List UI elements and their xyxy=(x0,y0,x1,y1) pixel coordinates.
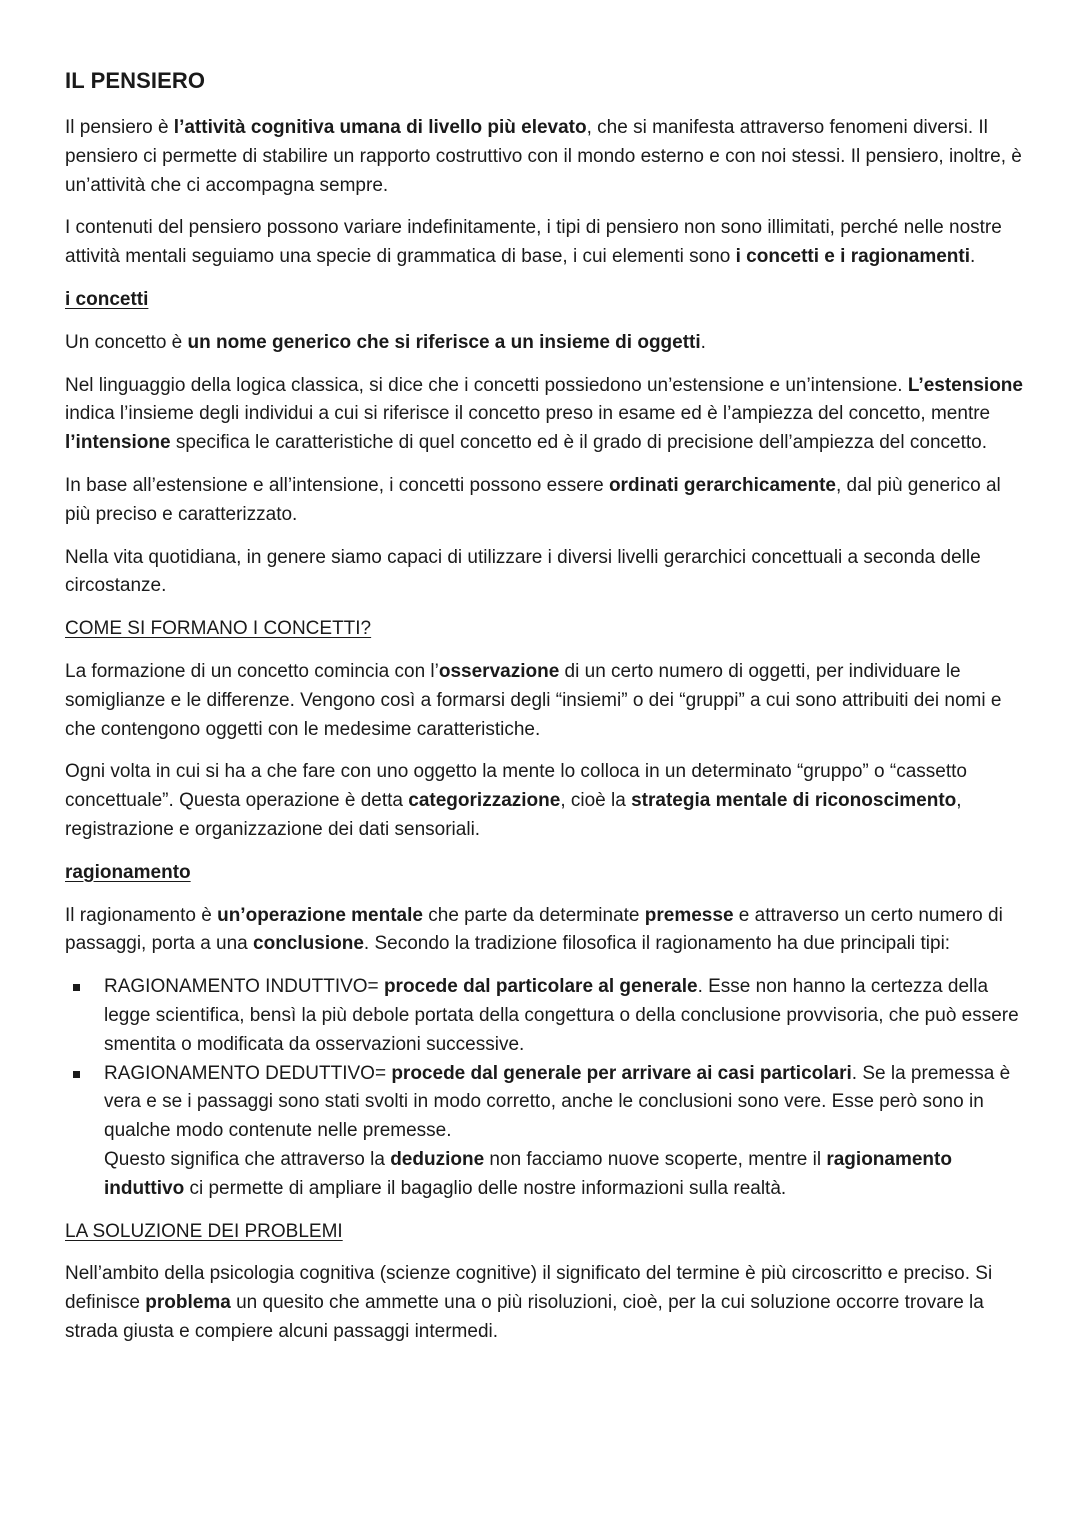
section-heading-formazione: COME SI FORMANO I CONCETTI? xyxy=(65,618,372,640)
square-bullet-icon xyxy=(73,1071,80,1078)
paragraph-gerarchia: In base all’estensione e all’intensione, i concetti possono essere ordinati gerarchicamente, dal più generico al più preciso e caratterizzato. xyxy=(65,474,1001,525)
square-bullet-icon xyxy=(73,984,80,991)
paragraph-categorizzazione: Ogni volta in cui si ha a che fare con uno oggetto la mente lo colloca in un determinato “gruppo” o “cassetto concettuale”. Questa operazione è detta categorizzazione, cioè la strategia mentale di riconoscimento, registrazione e organizzazione dei dati sensoriali. xyxy=(65,761,967,840)
paragraph-vita-quotidiana: Nella vita quotidiana, in genere siamo capaci di utilizzare i diversi livelli gerarchici concettuali a seconda delle circostanze. xyxy=(65,546,981,597)
paragraph-formazione: La formazione di un concetto comincia con l’osservazione di un certo numero di oggetti, per individuare le somiglianze e le differenze. Vengono così a formarsi degli “insiemi” o dei “gruppi” a cui sono attribuiti dei nomi e che contengono oggetti con le medesime caratteristiche. xyxy=(65,660,1002,740)
section-heading-concetti: i concetti xyxy=(65,288,149,310)
paragraph-intro: Il pensiero è l’attività cognitiva umana di livello più elevato, che si manifesta attraverso fenomeni diversi. Il pensiero ci permette di stabilire un rapporto costruttivo con il mondo esterno e con noi stessi. Il pensiero, inoltre, è un’attività che ci accompagna sempre. xyxy=(65,117,1022,196)
paragraph-definizione-concetto: Un concetto è un nome generico che si riferisce a un insieme di oggetti. xyxy=(65,331,706,353)
document-page xyxy=(65,66,1025,1361)
paragraph-contenuti: I contenuti del pensiero possono variare indefinitamente, i tipi di pensiero non sono illimitati, perché nelle nostre attività mentali seguiamo una specie di grammatica di base, i cui elementi sono i concetti e i ragionamenti. xyxy=(65,217,1002,268)
paragraph-estensione-intensione: Nel linguaggio della logica classica, si dice che i concetti possiedono un’estensione e un’intensione. L’estensione indica l’insieme degli individui a cui si riferisce il concetto preso in esame ed è l’ampiezza del concetto, mentre l’intensione specifica le caratteristiche di quel concetto ed è il grado di precisione dell’ampiezza del concetto. xyxy=(65,374,1023,454)
list-item: RAGIONAMENTO DEDUTTIVO= procede dal generale per arrivare ai casi particolari. Se la premessa è vera e se i passaggi sono stati svolti in modo corretto, anche le conclusioni sono vere. Esse però sono in qualche modo contenute nelle premesse. Questo significa che attraverso la deduzione non facciamo nuove scoperte, mentre il ragionamento induttivo ci permette di ampliare il bagaglio delle nostre informazioni sulla realtà. xyxy=(65,1060,1025,1204)
page-title: IL PENSIERO xyxy=(65,68,206,93)
list-item: RAGIONAMENTO INDUTTIVO= procede dal particolare al generale. Esse non hanno la certezza della legge scientifica, bensì la più debole portata della congettura o della conclusione provvisoria, che può essere smentita o modificata da osservazioni successive. xyxy=(65,973,1025,1059)
section-heading-soluzione: LA SOLUZIONE DEI PROBLEMI xyxy=(65,1220,343,1242)
ragionamento-types-list xyxy=(65,973,1025,1203)
section-heading-ragionamento: ragionamento xyxy=(65,861,191,883)
paragraph-problema: Nell’ambito della psicologia cognitiva (scienze cognitive) il significato del termine è più circoscritto e preciso. Si definisce problema un quesito che ammette una o più risoluzioni, cioè, per la cui soluzione occorre trovare la strada giusta e compiere alcuni passaggi intermedi. xyxy=(65,1263,993,1342)
paragraph-ragionamento: Il ragionamento è un’operazione mentale che parte da determinate premesse e attraverso un certo numero di passaggi, porta a una conclusione. Secondo la tradizione filosofica il ragionamento ha due principali tipi: xyxy=(65,904,1003,955)
